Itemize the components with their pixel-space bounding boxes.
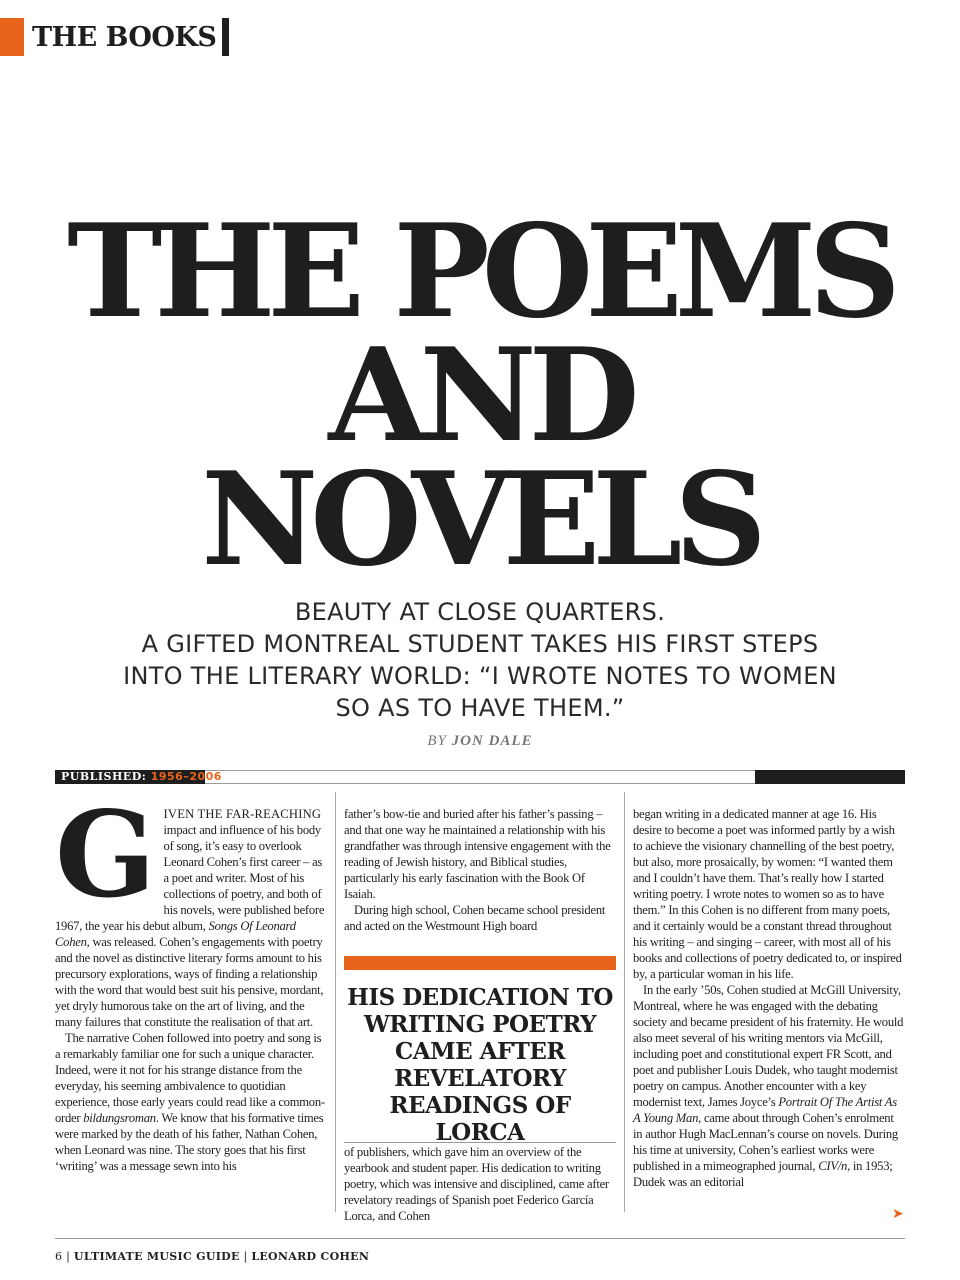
published-bar-right	[755, 770, 905, 784]
standfirst-line-1: BEAUTY AT CLOSE QUARTERS.	[294, 598, 666, 626]
album-title: Songs Of Leonard Cohen	[55, 919, 296, 949]
column-3	[633, 806, 905, 1190]
byline-author: JON DALE	[451, 733, 533, 749]
continue-arrow-icon: ➤	[892, 1206, 904, 1222]
paragraph: began writing in a dedicated manner at age 16. His desire to become a poet was informed partly by a wish to achieve the visionary channelling of the best poetry, but also, more prosaically, by women: “I wanted them and I couldn’t have them. That’s really how I started writing poetry. I wrote notes to women so as to have them.” In this Cohen is no different from many poets, and it certainly would be a constant thread throughout his writing – and singing – career, with most all of his books and collections of poetry dedicated to, or inspired by, a particular woman in his life.	[633, 807, 902, 981]
footer-separator: |	[243, 1250, 248, 1263]
issue-subject: LEONARD COHEN	[251, 1250, 370, 1263]
standfirst	[60, 596, 900, 724]
standfirst-line-4: SO AS TO HAVE THEM.”	[335, 694, 625, 722]
published-bar-rule	[205, 770, 755, 784]
pull-quote-text: HIS DEDICATION TO WRITING POETRY CAME AFTER REVELATORY READINGS OF LORCA	[347, 984, 613, 1146]
column-divider-2	[624, 792, 625, 1212]
journal-title: CIV/n	[818, 1159, 848, 1173]
headline-line-3: NOVELS	[201, 445, 759, 595]
section-bar	[222, 18, 229, 56]
column-divider-1	[335, 792, 336, 1212]
publication-name: ULTIMATE MUSIC GUIDE	[73, 1250, 240, 1263]
published-bar	[55, 770, 905, 784]
text-run: , came about through Cohen’s enrolment in author Hugh MacLennan’s course on novels. During his time at university, Cohen’s earliest works were published in a mimeographed journal,	[633, 1111, 898, 1173]
text-run: The narrative Cohen followed into poetry and song is a remarkably familiar one for such a unique character. Indeed, were it not for his strange distance from the everyday, his seeming ambivalence to quotidian experience, those early years could read like a common-order	[55, 1031, 325, 1125]
section-tag	[0, 18, 229, 56]
section-label: THE BOOKS	[32, 21, 217, 53]
pull-quote-accent-bar	[344, 956, 616, 970]
byline-prefix: BY	[427, 733, 447, 749]
footer-separator: |	[66, 1250, 71, 1263]
column-2	[344, 806, 616, 934]
headline-line-2: AND	[328, 321, 632, 471]
headline	[0, 197, 960, 595]
page-footer	[55, 1250, 369, 1263]
headline-line-1: THE POEMS	[67, 197, 893, 347]
text-run: impact and influence of his body of song, it’s easy to overlook Leonard Cohen’s first career – as a poet and writer. Most of his collections of poetry, and both of his novels, were published before 1967, the year his debut album,	[55, 823, 325, 933]
text-run: In the early ’50s, Cohen studied at McGill University, Montreal, where he was engaged with the debating society and became president of his fraternity. He would also meet several of his writing mentors via McGill, including poet and constitutional expert FR Scott, and poet and publisher Louis Dudek, who taught modernist poetry on campus. Another encounter with a key modernist text, James Joyce’s	[633, 983, 904, 1109]
column-2-continued	[344, 1144, 616, 1224]
published-label-wrap	[61, 770, 222, 784]
footer-rule	[55, 1238, 905, 1239]
paragraph	[55, 1030, 327, 1174]
column-1	[55, 785, 327, 1174]
section-accent-block	[0, 18, 24, 56]
text-run: , was released. Cohen’s engagements with poetry and the novel as distinctive literary forms amount to his precursory explorations, ways of finding a relationship with the word that would best suit his pensive, mordant, yet dryly humorous take on the art of living, and the many failures that constitute the realisation of that art.	[55, 935, 324, 1029]
pull-quote	[344, 956, 616, 1146]
text-run: , in 1953; Dudek was an editorial	[633, 1159, 893, 1189]
text-run: . We know that his formative times were marked by the death of his father, Nathan Cohen, when Leonard was nine. The story goes that his first ‘writing’ was a message sewn into his	[55, 1111, 324, 1173]
paragraph: During high school, Cohen became school president and acted on the Westmount High board	[344, 903, 606, 933]
standfirst-line-2: A GIFTED MONTREAL STUDENT TAKES HIS FIRST STEPS	[141, 630, 819, 658]
published-label: PUBLISHED:	[61, 770, 147, 783]
drop-cap: G	[55, 785, 156, 924]
book-title: Portrait Of The Artist As A Young Man	[633, 1095, 897, 1125]
published-years: 1956–2006	[150, 770, 222, 783]
paragraph	[633, 982, 905, 1190]
paragraph: father’s bow-tie and buried after his father’s passing – and that one way he maintained a relationship with his grandfather was through intensive engagement with the reading of Jewish history, and Biblical studies, particularly his early fascination with the Book Of Isaiah.	[344, 807, 611, 901]
italic-term: bildungsroman	[83, 1111, 156, 1125]
lead-in-caps: IVEN THE FAR-REACHING	[163, 807, 322, 821]
page-number: 6	[55, 1250, 63, 1263]
standfirst-line-3: INTO THE LITERARY WORLD: “I WROTE NOTES TO WOMEN	[123, 662, 837, 690]
paragraph: of publishers, which gave him an overview of the yearbook and student paper. His dedication to writing poetry, which was intensive and disciplined, came after revelatory readings of Spanish poet Federico García Lorca, and Cohen	[344, 1145, 609, 1223]
byline	[0, 733, 960, 750]
